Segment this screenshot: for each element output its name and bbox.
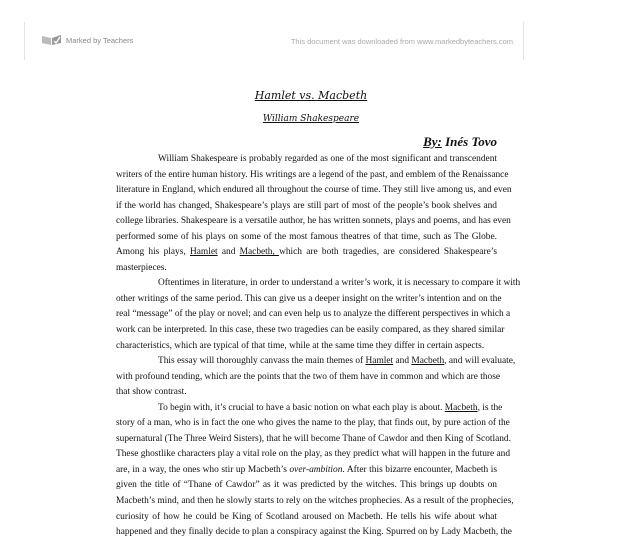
paragraph-line: happened and they finally decide to plan a conspiracy against the King. Spurred on by Lady Macbeth, the: [116, 527, 512, 538]
paragraph-line: writers of the entire human history. His writings are a legend of the past, and emblem of the Renaissance: [116, 169, 509, 180]
text-segment: are, in a way, the ones who stir up Macbeth’s: [116, 464, 290, 475]
underlined-title: Macbeth,: [239, 247, 280, 258]
text-segment: To begin with, it’s crucial to have a basic notion on what each play is about.: [158, 402, 445, 413]
document-body: [116, 152, 521, 541]
underlined-title: Macbeth: [411, 356, 445, 367]
paragraph-line: college libraries. Shakespeare is a versatile author, he has written sonnets, plays and poems, and has even: [116, 216, 511, 227]
underlined-title: Macbeth: [444, 402, 478, 413]
underlined-title: Hamlet: [365, 356, 394, 367]
download-note: This document was downloaded from www.markedbyteachers.com: [290, 37, 513, 46]
paragraph-line: [116, 463, 497, 479]
paragraph-line: other writings of the same period. This can give us a deeper insight on the writer’s intention and on the: [116, 293, 502, 304]
paragraph-line: [116, 245, 497, 261]
paragraph-line: Oftentimes in literature, in order to understand a writer’s work, it is necessary to compare it with: [158, 278, 521, 289]
text-segment: , and will evaluate,: [444, 356, 516, 367]
paragraph-line: [116, 354, 516, 370]
paragraph-line: story of a man, who is in fact the one who gives the name to the play, that finds out, by pure action of the: [116, 418, 510, 429]
paragraph-line: work can be interpreted. In this case, these two tragedies can be easily compared, as they shared similar: [116, 325, 505, 336]
document-subtitle: William Shakespeare: [262, 114, 360, 124]
page-header: [24, 22, 524, 60]
paragraph-line: curiosity of how he could be King of Scotland aroused on Macbeth. He tells his wife about what: [116, 511, 497, 522]
text-segment: which are both tragedies, are considered Shakespeare’s: [279, 247, 497, 258]
byline: [423, 134, 497, 150]
brand-logo[interactable]: [41, 34, 133, 46]
brand-name: Marked by Teachers: [66, 35, 134, 45]
paragraph-line: performed some of his plays on some of the most famous theatres of that time, such as The Globe.: [116, 231, 497, 242]
paragraph-line: [116, 401, 503, 417]
paragraph-line: masterpieces.: [116, 262, 167, 273]
document-title: Hamlet vs. Macbeth: [254, 89, 368, 102]
byline-author: Inés Tovo: [441, 134, 497, 149]
byline-label: By:: [423, 134, 442, 149]
paragraph-line: characteristics, which are typical of that time, while at the same time they differ in certain aspects.: [116, 340, 485, 351]
paragraph-line: These ghostlike characters play a vital role on the play, as they predict what will happen in the future and: [116, 449, 511, 460]
text-segment: This essay will thoroughly canvass the main themes of: [158, 356, 366, 367]
paragraph-line: given the title of “Thane of Cawdor” as it was predicted by the witches. This brings up doubts on: [116, 480, 497, 491]
italic-text: over-ambition: [289, 464, 343, 475]
paragraph-line: real “message” of the play or novel; and can even help us to analyze the different perspectives in which a: [116, 309, 511, 320]
text-segment: Among his plays,: [116, 247, 190, 258]
text-segment: and: [393, 356, 412, 367]
paragraph-line: if the world has changed, Shakespeare’s plays are still part of most of the people’s book shelves and: [116, 200, 497, 211]
underlined-title: Hamlet: [189, 247, 218, 258]
paragraph-line: with profound tending, which are the points that the two of them have in common and which are those: [116, 371, 501, 382]
text-segment: , is the: [477, 402, 503, 413]
paragraph-line: that show contrast.: [116, 387, 187, 398]
text-segment: . After this bizarre encounter, Macbeth is: [342, 464, 497, 475]
paragraph-line: Macbeth’s mind, and then he slowly starts to rely on the witches prophecies. As a result of the prophecies,: [116, 496, 514, 507]
paragraph-line: supernatural (The Three Weird Sisters), that he will become Thane of Cawdor and then King of Scotland.: [116, 433, 511, 444]
paragraph-line: literature in England, which endured all throughout the course of time. They still live among us, and even: [116, 185, 512, 196]
paragraph-line: William Shakespeare is probably regarded as one of the most significant and transcendent: [158, 154, 497, 164]
text-segment: and: [217, 247, 240, 258]
book-logo-icon: [41, 34, 63, 46]
